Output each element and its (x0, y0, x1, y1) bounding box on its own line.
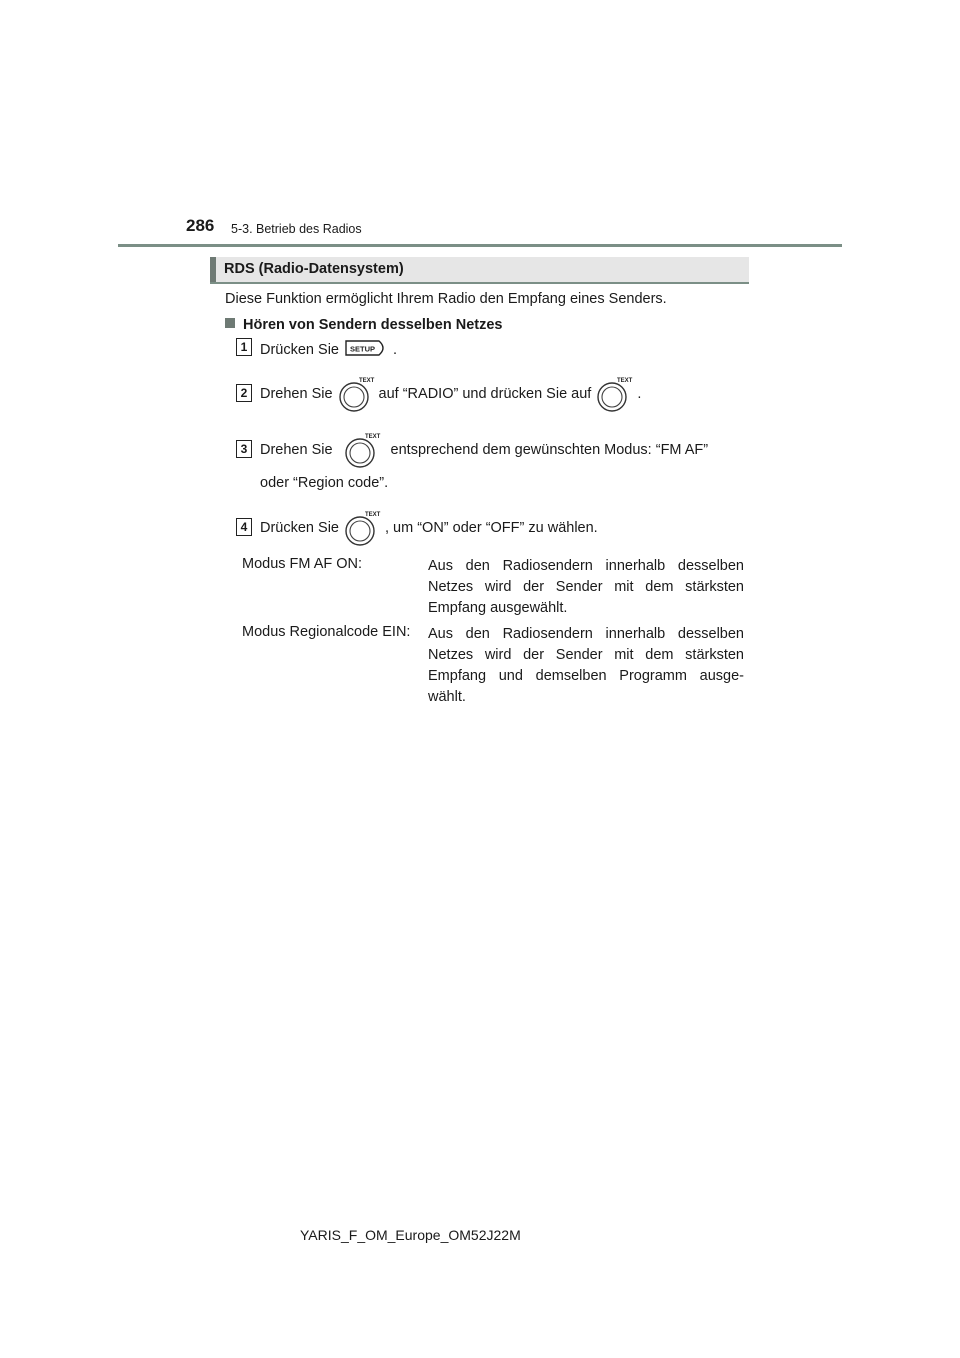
svg-text:TEXT: TEXT (617, 378, 633, 384)
heading-accent-bar (210, 257, 216, 282)
definition-term: Modus FM AF ON: (242, 556, 363, 572)
step-number-1: 1 (236, 338, 252, 356)
step-4-text-b: , um “ON” oder “OFF” zu wählen. (384, 520, 598, 536)
step-2-text-c: . (637, 386, 642, 402)
tune-knob-icon (595, 375, 633, 413)
tune-knob-icon (337, 375, 375, 413)
square-bullet-icon (225, 318, 235, 328)
setup-button-icon (343, 339, 389, 361)
svg-text:SETUP: SETUP (349, 344, 375, 354)
step-number-4: 4 (236, 518, 252, 536)
definition-term: Modus Regionalcode EIN: (242, 624, 411, 640)
subheading-text: Hören von Sendern desselben Netzes (243, 317, 503, 333)
svg-text:TEXT: TEXT (364, 434, 380, 440)
step-number-2: 2 (236, 384, 252, 402)
header-divider (118, 244, 842, 247)
step-1-text-a: Drücken Sie (260, 342, 339, 358)
step-3-continuation: oder “Region code”. (260, 475, 389, 491)
step-3-text-b: entsprechend dem gewünschten Modus: “FM AF” (390, 442, 709, 458)
step-3 (260, 431, 708, 469)
step-1-text-b: . (392, 342, 398, 358)
step-3-text-a: Drehen Sie (260, 442, 333, 458)
section-box-heading (210, 257, 749, 284)
svg-text:TEXT: TEXT (364, 512, 381, 518)
intro-text: Diese Funktion ermöglicht Ihrem Radio den Empfang eines Senders. (225, 291, 667, 307)
document-footer: YARIS_F_OM_Europe_OM52J22M (300, 1227, 521, 1243)
section-title: 5-3. Betrieb des Radios (231, 222, 362, 236)
definition-description: Aus den Radiosendern innerhalb desselben Netzes wird der Sender mit dem stärksten Empfang ausgewählt. (428, 558, 744, 616)
tune-knob-icon (343, 509, 381, 547)
svg-text:TEXT: TEXT (358, 378, 374, 384)
step-4-text-a: Drücken Sie (260, 520, 339, 536)
step-1 (260, 339, 397, 361)
subheading (225, 315, 502, 335)
step-number-3: 3 (236, 440, 252, 458)
page-number: 286 (186, 216, 215, 235)
tune-knob-icon (343, 431, 381, 469)
definition-description: Aus den Radiosendern innerhalb desselben Netzes wird der Sender mit dem stärksten Empfang und demselben Programm ausge-wählt. (428, 626, 744, 705)
step-2 (260, 375, 641, 413)
step-2-text-a: Drehen Sie (260, 386, 333, 402)
step-2-text-b: auf “RADIO” und drücken Sie auf (378, 386, 592, 402)
box-title: RDS (Radio-Datensystem) (224, 261, 404, 277)
step-4 (260, 509, 598, 547)
